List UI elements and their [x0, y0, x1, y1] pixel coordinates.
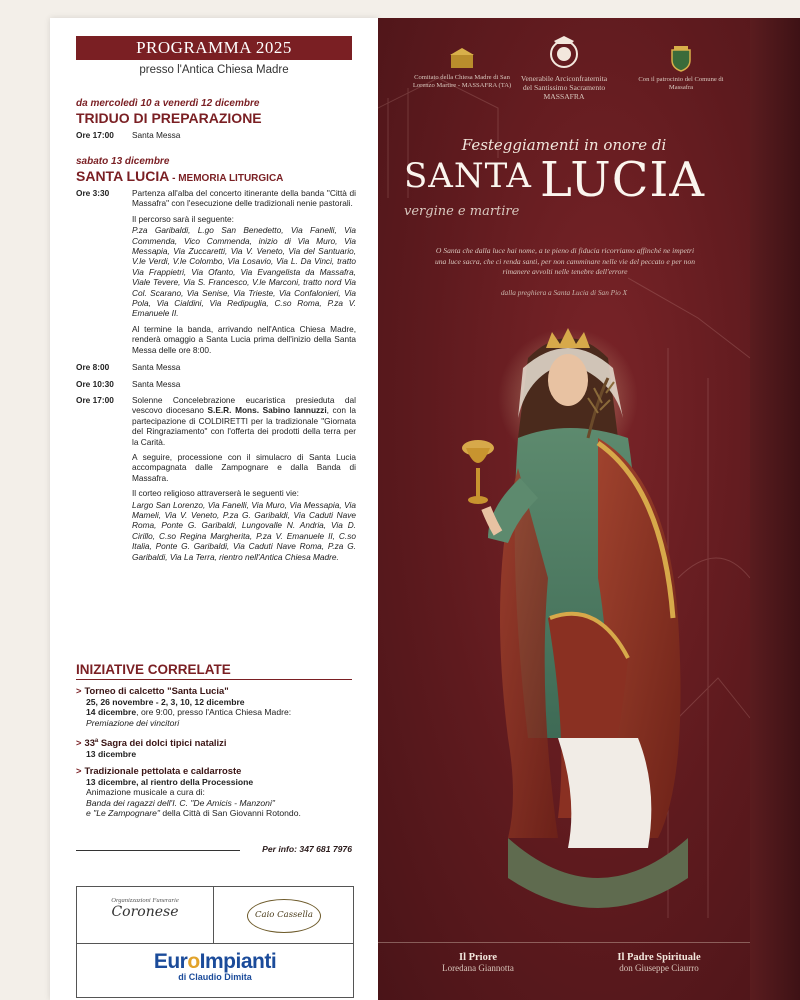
sabato-title-main: SANTA LUCIA: [76, 168, 170, 184]
padre-role: Il Padre Spirituale: [617, 952, 701, 963]
crest-center: [504, 34, 624, 101]
triduo-title: TRIDUO DI PREPARAZIONE: [76, 110, 262, 126]
poster-edge: [750, 18, 800, 1000]
program-subtitle: presso l'Antica Chiesa Madre: [139, 64, 289, 76]
casa-logo: Caio Cassella: [247, 899, 321, 933]
initiative-note: Animazione musicale a cura di:: [86, 787, 205, 798]
sabato-title-suffix: - MEMORIA LITURGICA: [169, 173, 284, 184]
initiative-item: [76, 766, 356, 819]
info-rule: [76, 850, 240, 851]
schedule-row: [76, 379, 356, 389]
confraternity-crest-icon: [546, 34, 582, 70]
schedule-time: Ore 8:00: [76, 362, 110, 373]
prayer-text: O Santa che dalla luce hai nome, a te pieno di fiducia ricorriamo affinché ne impetri una luce sacra, che ci renda santi, per non camminare nelle vie del peccato e per non rimanere avvolti nelle tenebre dell'errore: [434, 246, 696, 277]
initiative-item: [76, 686, 356, 728]
signature-priore: [398, 952, 558, 973]
sabato-date: sabato 13 dicembre: [76, 156, 170, 167]
schedule-desc: [132, 395, 356, 447]
initiative-note: e "Le Zampognare": [86, 808, 160, 819]
euro-part-a: Eur: [153, 950, 188, 973]
sponsor-box: [76, 886, 354, 998]
initiative-note: della Città di San Giovanni Rotondo.: [159, 808, 301, 819]
prayer-source: dalla preghiera a Santa Lucia di San Pio X: [500, 288, 628, 297]
schedule-time: Ore 17:00: [76, 394, 114, 405]
santa-lucia-section: [76, 156, 356, 562]
arrow-icon: >: [76, 737, 82, 749]
crest-center-line2: del Santissimo Sacramento: [522, 83, 606, 92]
initiative-dates: 13 dicembre, al rientro della Processione: [86, 776, 254, 787]
crest-center-line3: MASSAFRA: [543, 92, 585, 101]
euro-part-o: o: [187, 950, 200, 973]
poster-panel: [378, 18, 750, 1000]
initiative-dates: 25, 26 novembre - 2, 3, 10, 12 dicembre: [86, 696, 245, 707]
schedule-desc: Partenza all'alba del concerto itinerante della banda "Città di Massafra" con l'esecuzione delle tradizionali nenie pastorali.: [132, 188, 356, 209]
coronese-logo: Coronese: [111, 904, 179, 920]
iniziative-title: INIZIATIVE CORRELATE: [76, 662, 352, 680]
schedule-row: [76, 395, 356, 447]
festeggiamenti-line: Festeggiamenti in onore di: [461, 136, 667, 154]
church-crest-icon: [448, 48, 476, 70]
program-banner: PROGRAMMA 2025: [76, 36, 352, 60]
info-text: [262, 844, 352, 854]
processione-note: A seguire, processione con il simulacro di Santa Lucia accompagnata dalle Zampognare e dalla Banda di Massafra.: [132, 451, 356, 483]
initiative-dates: 13 dicembre: [86, 748, 137, 759]
bishop-name: S.E.R. Mons. Sabino Iannuzzi: [207, 405, 327, 416]
schedule-row: [76, 188, 356, 209]
initiative-number: 33: [84, 737, 95, 749]
percorso-intro: Il percorso sarà il seguente:: [132, 213, 234, 224]
schedule-time: Ore 10:30: [76, 378, 114, 389]
mass-desc-a: Solenne Concelebrazione eucaristica presieduta dal vescovo diocesano: [132, 394, 356, 416]
crest-left-text: Comitato della Chiesa Madre di San Lorenzo Martire - MASSAFRA (TA): [412, 74, 512, 89]
initiative-title: Sagra dei dolci tipici natalizi: [98, 737, 227, 749]
initiative-note-award: Premiazione dei vincitori: [86, 717, 180, 728]
municipal-crest-icon: [670, 46, 692, 72]
sponsor-coronese: [77, 887, 214, 944]
euro-part-b: Impianti: [199, 950, 277, 973]
program-sheet: [50, 18, 378, 1000]
initiative-note: , ore 9:00, presso l'Antica Chiesa Madre:: [136, 707, 292, 718]
priore-role: Il Priore: [458, 952, 497, 963]
title-santa: SANTA: [404, 156, 532, 196]
schedule-row: [76, 362, 356, 372]
schedule-time: Ore 3:30: [76, 188, 110, 198]
euroimpianti-sub: di Claudio Dimita: [178, 972, 252, 982]
initiative-number-sup: a: [94, 738, 99, 744]
signature-padre: [574, 952, 744, 973]
schedule-row: [76, 130, 356, 140]
priore-name: Loredana Giannotta: [442, 963, 514, 973]
schedule-desc: Santa Messa: [132, 378, 181, 389]
schedule-desc: Santa Messa: [132, 362, 181, 373]
triduo-date: da mercoledì 10 a venerdì 12 dicembre: [76, 98, 260, 109]
initiative-note-date: 14 dicembre: [86, 707, 137, 718]
sabato-title: [76, 168, 356, 184]
crest-right: [636, 46, 726, 91]
schedule-time: Ore 17:00: [76, 130, 114, 140]
info-line: [76, 844, 352, 856]
corteo-intro: Il corteo religioso attraverserà le seguenti vie:: [132, 488, 299, 499]
santa-lucia-statue: [448, 318, 748, 918]
vergine-martire: vergine e martire: [404, 204, 520, 219]
crest-right-text: Con il patrocinio del Comune di Massafra: [638, 76, 724, 91]
title-lucia: LUCIA: [540, 152, 706, 208]
arrow-icon: >: [76, 765, 82, 776]
sponsor-casa: [214, 887, 353, 944]
corteo-streets: Largo San Lorenzo, Via Fanelli, Via Muro, Via Messapia, Via Mameli, Via V. Veneto, P.za G. Garibaldi, Via Caduti Nave Roma, Ponte G. Garibaldi, Lungovalle N. Andria, Via D. Cirillo, C.so Regina Margherita, P.za V. Emanuele II, C.so Italia, Ponte G. Garibaldi, Via Caduti Nave Roma, P.za G. Garibaldi, Via La Terra, rientro nell'Antica Chiesa Madre.: [132, 499, 356, 562]
crest-center-line1: Venerabile Arciconfraternita: [520, 74, 608, 83]
arrow-icon: >: [76, 685, 82, 696]
info-phone: 347 681 7976: [297, 844, 352, 854]
sponsor-euroimpianti: [77, 944, 353, 997]
initiative-item: [76, 736, 356, 759]
schedule-desc: Santa Messa: [132, 130, 181, 140]
mass-desc-c: , con la partecipazione di COLDIRETTI per la tradizionale "Giornata del Ringraziamento" con l'offerta dei prodotti della terra per la Carità.: [132, 405, 356, 447]
footer-rule: [378, 942, 750, 943]
info-label: Per info:: [262, 844, 298, 854]
initiative-title: Tradizionale pettolata e caldarroste: [84, 765, 242, 776]
euroimpianti-logo: [77, 950, 353, 974]
banda-note: Al termine la banda, arrivando nell'Antica Chiesa Madre, renderà omaggio a Santa Lucia prima dell'inizio della Santa Messa delle ore 8:00.: [132, 323, 356, 355]
triduo-section: [76, 98, 356, 140]
coronese-tagline: Organizzazioni Funerarie: [111, 897, 179, 904]
initiative-note: Banda dei ragazzi dell'I. C. "De Amicis - Manzoni": [86, 797, 275, 808]
initiative-title: Torneo di calcetto "Santa Lucia": [84, 685, 229, 696]
padre-name: don Giuseppe Ciaurro: [619, 963, 699, 973]
percorso-streets: P.za Garibaldi, L.go San Benedetto, Via Fanelli, Via Commenda, Vico Commenda, inizio di Via Muro, Via Messapia, Via Zuccaretti, Via V. Veneto, Via del Santuario, V.le Verdi, V.le Colombo, Via Losavio, Via L. Da Vinci, tratto Via Frappietri, Via Ofanto, Via Evangelista da Massafra, Viale Tevere, Via S. Francesco, V.le Marconi, tratto nord Via Col. Scarano, Via Senise, Via Trieste, Via Confalonieri, Via Pola, Via Cialdini, Via Redipuglia, C.so Roma, P.za V. Emanuele II.: [132, 225, 356, 319]
crest-left: [412, 48, 512, 89]
